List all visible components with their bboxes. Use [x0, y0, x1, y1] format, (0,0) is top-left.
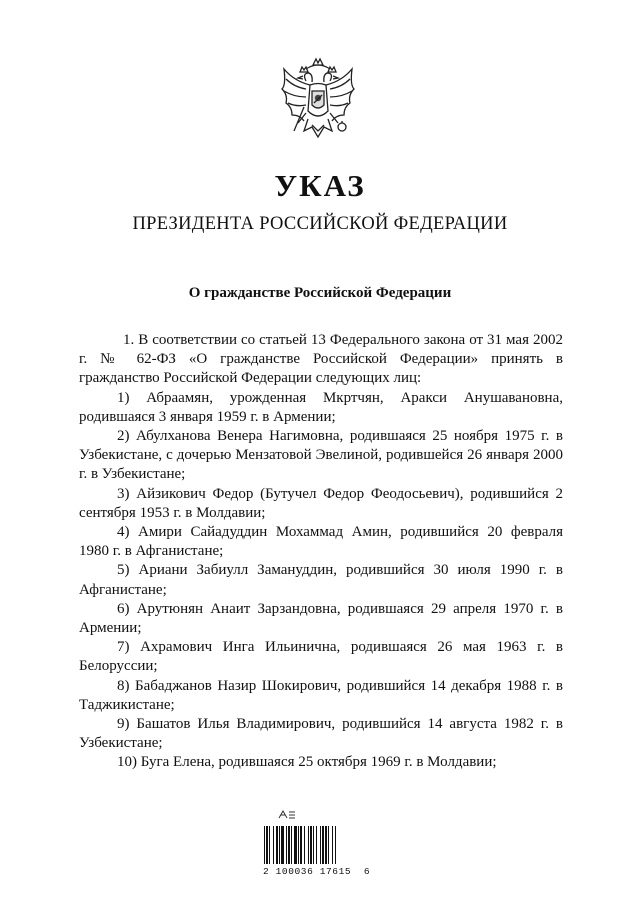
barcode-bar: [273, 826, 274, 864]
barcode-bar: [279, 826, 280, 864]
barcode-bar: [281, 826, 284, 864]
barcode-bar: [300, 826, 302, 864]
barcode-icon: [263, 826, 379, 864]
barcode-mark-icon: [277, 808, 297, 822]
barcode-bar: [316, 826, 317, 864]
document-title: УКАЗ: [274, 168, 366, 203]
list-item: 2) Абулханова Венера Нагимовна, родившаяся 25 ноября 1975 г. в Узбекистане, с дочерью Мензатовой Эвелиной, родившейся 26 января 2000 г. в Узбекистане;: [79, 428, 563, 483]
barcode-bar: [325, 826, 327, 864]
document-body: [79, 331, 563, 773]
list-item: 3) Айзикович Федор (Бутучел Федор Феодосьевич), родившийся 2 сентября 1953 г. в Молдавии;: [79, 485, 563, 521]
barcode-number: 2 100036 17615 6: [263, 866, 371, 877]
document-subtitle: ПРЕЗИДЕНТА РОССИЙСКОЙ ФЕДЕРАЦИИ: [132, 214, 508, 234]
list-item: 5) Ариани Забиулл Замануддин, родившийся 30 июля 1990 г. в Афганистане;: [79, 562, 563, 598]
barcode-bar: [298, 826, 299, 864]
barcode-bar: [264, 826, 265, 864]
barcode-bar: [322, 826, 324, 864]
barcode-bar: [286, 826, 287, 864]
barcode-bar: [304, 826, 305, 864]
barcode-bar: [332, 826, 333, 864]
barcode-bar: [291, 826, 292, 864]
document-heading: О гражданстве Российской Федерации: [188, 285, 452, 301]
barcode-bar: [335, 826, 336, 864]
barcode-block: [263, 808, 379, 884]
list-item: 7) Ахрамович Инга Ильинична, родившаяся 26 мая 1963 г. в Белоруссии;: [79, 639, 563, 675]
barcode-bar: [313, 826, 314, 864]
barcode-bar: [310, 826, 312, 864]
list-item: 4) Амири Сайадуддин Мохаммад Амин, родившийся 20 февраля 1980 г. в Афганистане;: [79, 524, 563, 560]
barcode-bar: [308, 826, 309, 864]
coat-of-arms-emblem-icon: [276, 55, 360, 151]
barcode-bar: [276, 826, 278, 864]
barcode-bar: [294, 826, 297, 864]
list-item: 9) Башатов Илья Владимирович, родившийся 14 августа 1982 г. в Узбекистане;: [79, 716, 563, 752]
paragraph-intro: 1. В соответствии со статьей 13 Федерального закона от 31 мая 2002 г. № 62-ФЗ «О гражданстве Российской Федерации» принять в гражданство Российской Федерации следующих лиц:: [79, 332, 563, 387]
barcode-bar: [266, 826, 268, 864]
barcode-bar: [320, 826, 321, 864]
barcode-bar: [328, 826, 329, 864]
list-item: 1) Абраамян, урожденная Мкртчян, Аракси Анушавановна, родившаяся 3 января 1959 г. в Армении;: [79, 389, 563, 425]
list-item: 8) Бабаджанов Назир Шокирович, родившийся 14 декабря 1988 г. в Таджикистане;: [79, 677, 563, 713]
barcode-bar: [269, 826, 270, 864]
list-item: 6) Арутюнян Анаит Зарзандовна, родившаяся 29 апреля 1970 г. в Армении;: [79, 600, 563, 637]
barcode-bar: [288, 826, 290, 864]
list-item: 10) Буга Елена, родившаяся 25 октября 1969 г. в Молдавии;: [117, 754, 497, 771]
